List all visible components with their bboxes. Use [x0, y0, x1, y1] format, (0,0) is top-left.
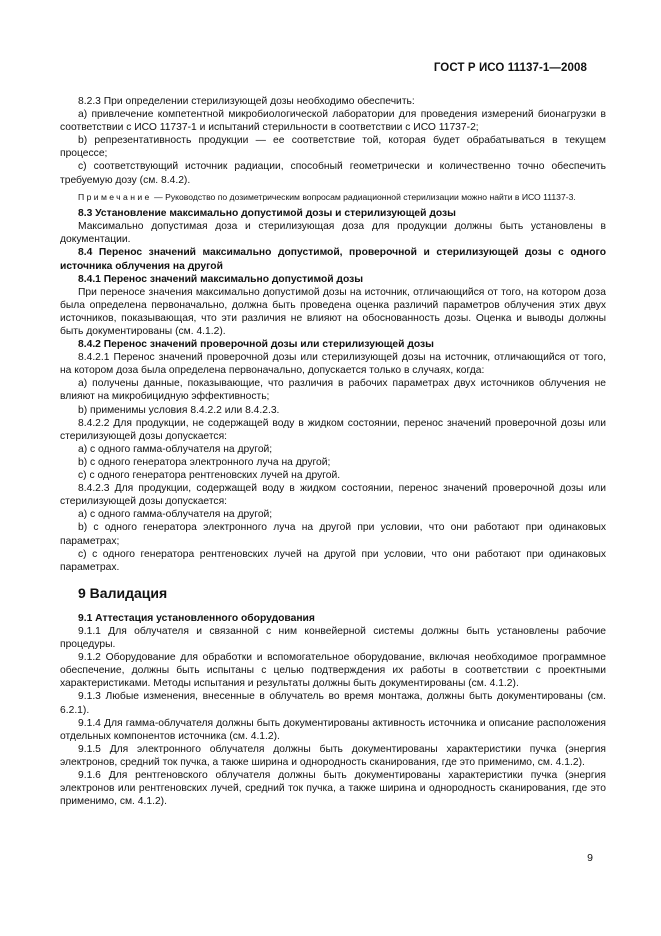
- list-item: a) с одного гамма-облучателя на другой;: [78, 443, 273, 455]
- heading-8-4-1: 8.4.1 Перенос значений максимально допустимой дозы: [78, 273, 364, 285]
- section-9-title: 9 Валидация: [78, 584, 168, 601]
- clause-9-1-4: 9.1.4 Для гамма-облучателя должны быть документированы активность источника и описание расположения отдельных компонентов источника (см. 4.1.2).: [60, 717, 606, 742]
- clause-9-1-3: 9.1.3 Любые изменения, внесенные в облучатель во время монтажа, должны быть документированы (см. 6.2.1).: [60, 691, 606, 716]
- page-number: 9: [587, 852, 593, 864]
- list-item: a) привлечение компетентной микробиологической лаборатории для проведения измерений бионагрузки в соответствии с ИСО 11737-1 и испытаний стерильности в соответствии с ИСО 11737-2;: [60, 109, 606, 134]
- heading-8-3: 8.3 Установление максимально допустимой дозы и стерилизующей дозы: [78, 208, 456, 220]
- note-text: — Руководство по дозиметрическим вопросам радиационной стерилизации можно найти в ИСО 11137-3.: [154, 191, 576, 202]
- clause-9-1-6: 9.1.6 Для рентгеновского облучателя должны быть документированы характеристики пучка (энергия электронов или рентгеновских лучей, средний ток пучка, а также ширина и однородность сканирования, где это применимо, см. 4.1.2).: [60, 770, 606, 808]
- heading-9-1: 9.1 Аттестация установленного оборудования: [78, 612, 315, 624]
- paragraph: При переносе значения максимально допустимой дозы на источник, отличающийся от того, на котором доза была определена первоначально, должна быть проведена оценка различий параметров облучения этих двух источников, показывающая, что эти различия не влияют на обоснованность дозы. Оценка и выводы должны быть документированы (см. 4.1.2).: [60, 286, 606, 337]
- heading-8-4-2: 8.4.2 Перенос значений проверочной дозы или стерилизующей дозы: [78, 339, 434, 351]
- clause-8-4-2-1: 8.4.2.1 Перенос значений проверочной дозы или стерилизующей дозы на источник, отличающийся от того, на котором доза была определена первоначально, допускается только в случаях, когда:: [60, 352, 606, 377]
- document-body: [60, 95, 606, 808]
- list-item: c) с одного генератора рентгеновских лучей на другой при условии, что они работают при одинаковых параметрах.: [60, 548, 606, 573]
- list-item: a) с одного гамма-облучателя на другой;: [78, 509, 273, 521]
- document-header: ГОСТ Р ИСО 11137-1—2008: [433, 62, 587, 74]
- list-item: b) применимы условия 8.4.2.2 или 8.4.2.3.: [78, 404, 280, 416]
- clause-8-4-2-2: 8.4.2.2 Для продукции, не содержащей воду в жидком состоянии, перенос значений проверочной дозы или стерилизующей дозы допускается:: [60, 417, 606, 442]
- note-label: Примечание: [78, 191, 152, 202]
- paragraph: Максимально допустимая доза и стерилизующая доза для продукции должны быть установлены в документации.: [60, 221, 606, 246]
- list-item: b) с одного генератора электронного луча на другой при условии, что они работают при одинаковых параметрах;: [60, 522, 606, 547]
- clause-8-2-3: 8.2.3 При определении стерилизующей дозы необходимо обеспечить:: [78, 96, 415, 107]
- heading-8-4: 8.4 Перенос значений максимально допустимой, проверочной и стерилизующей дозы с одного источника облучения на другой: [60, 247, 606, 272]
- list-item: a) получены данные, показывающие, что различия в рабочих параметрах двух источников облучения не влияют на микробицидную эффективность;: [60, 378, 606, 403]
- clause-9-1-5: 9.1.5 Для электронного облучателя должны быть документированы характеристики пучка (энергия электронов, средний ток пучка, а также ширина и однородность сканирования, где это применимо, см. 4.1.2).: [60, 743, 606, 768]
- list-item: b) с одного генератора электронного луча на другой;: [78, 456, 331, 468]
- list-item: c) соответствующий источник радиации, способный геометрически и количественно точно обеспечить требуемую дозу (см. 8.4.2).: [60, 161, 606, 186]
- clause-9-1-1: 9.1.1 Для облучателя и связанной с ним конвейерной системы должны быть установлены рабочие процедуры.: [60, 625, 606, 651]
- clause-8-4-2-3: 8.4.2.3 Для продукции, содержащей воду в жидком состоянии, перенос значений проверочной дозы или стерилизующей дозы допускается:: [60, 483, 606, 508]
- list-item: b) репрезентативность продукции — ее соответствие той, которая будет обрабатываться в текущем процессе;: [60, 135, 606, 160]
- list-item: c) с одного генератора рентгеновских лучей на другой.: [78, 470, 341, 482]
- note: [60, 191, 606, 204]
- clause-9-1-2: 9.1.2 Оборудование для обработки и вспомогательное оборудование, включая необходимое программное обеспечение, должны быть испытаны с целью подтверждения их работы в соответствии с проектными характеристиками. Методы испытания и результаты должны быть документированы (см. 4.1.2).: [60, 652, 606, 690]
